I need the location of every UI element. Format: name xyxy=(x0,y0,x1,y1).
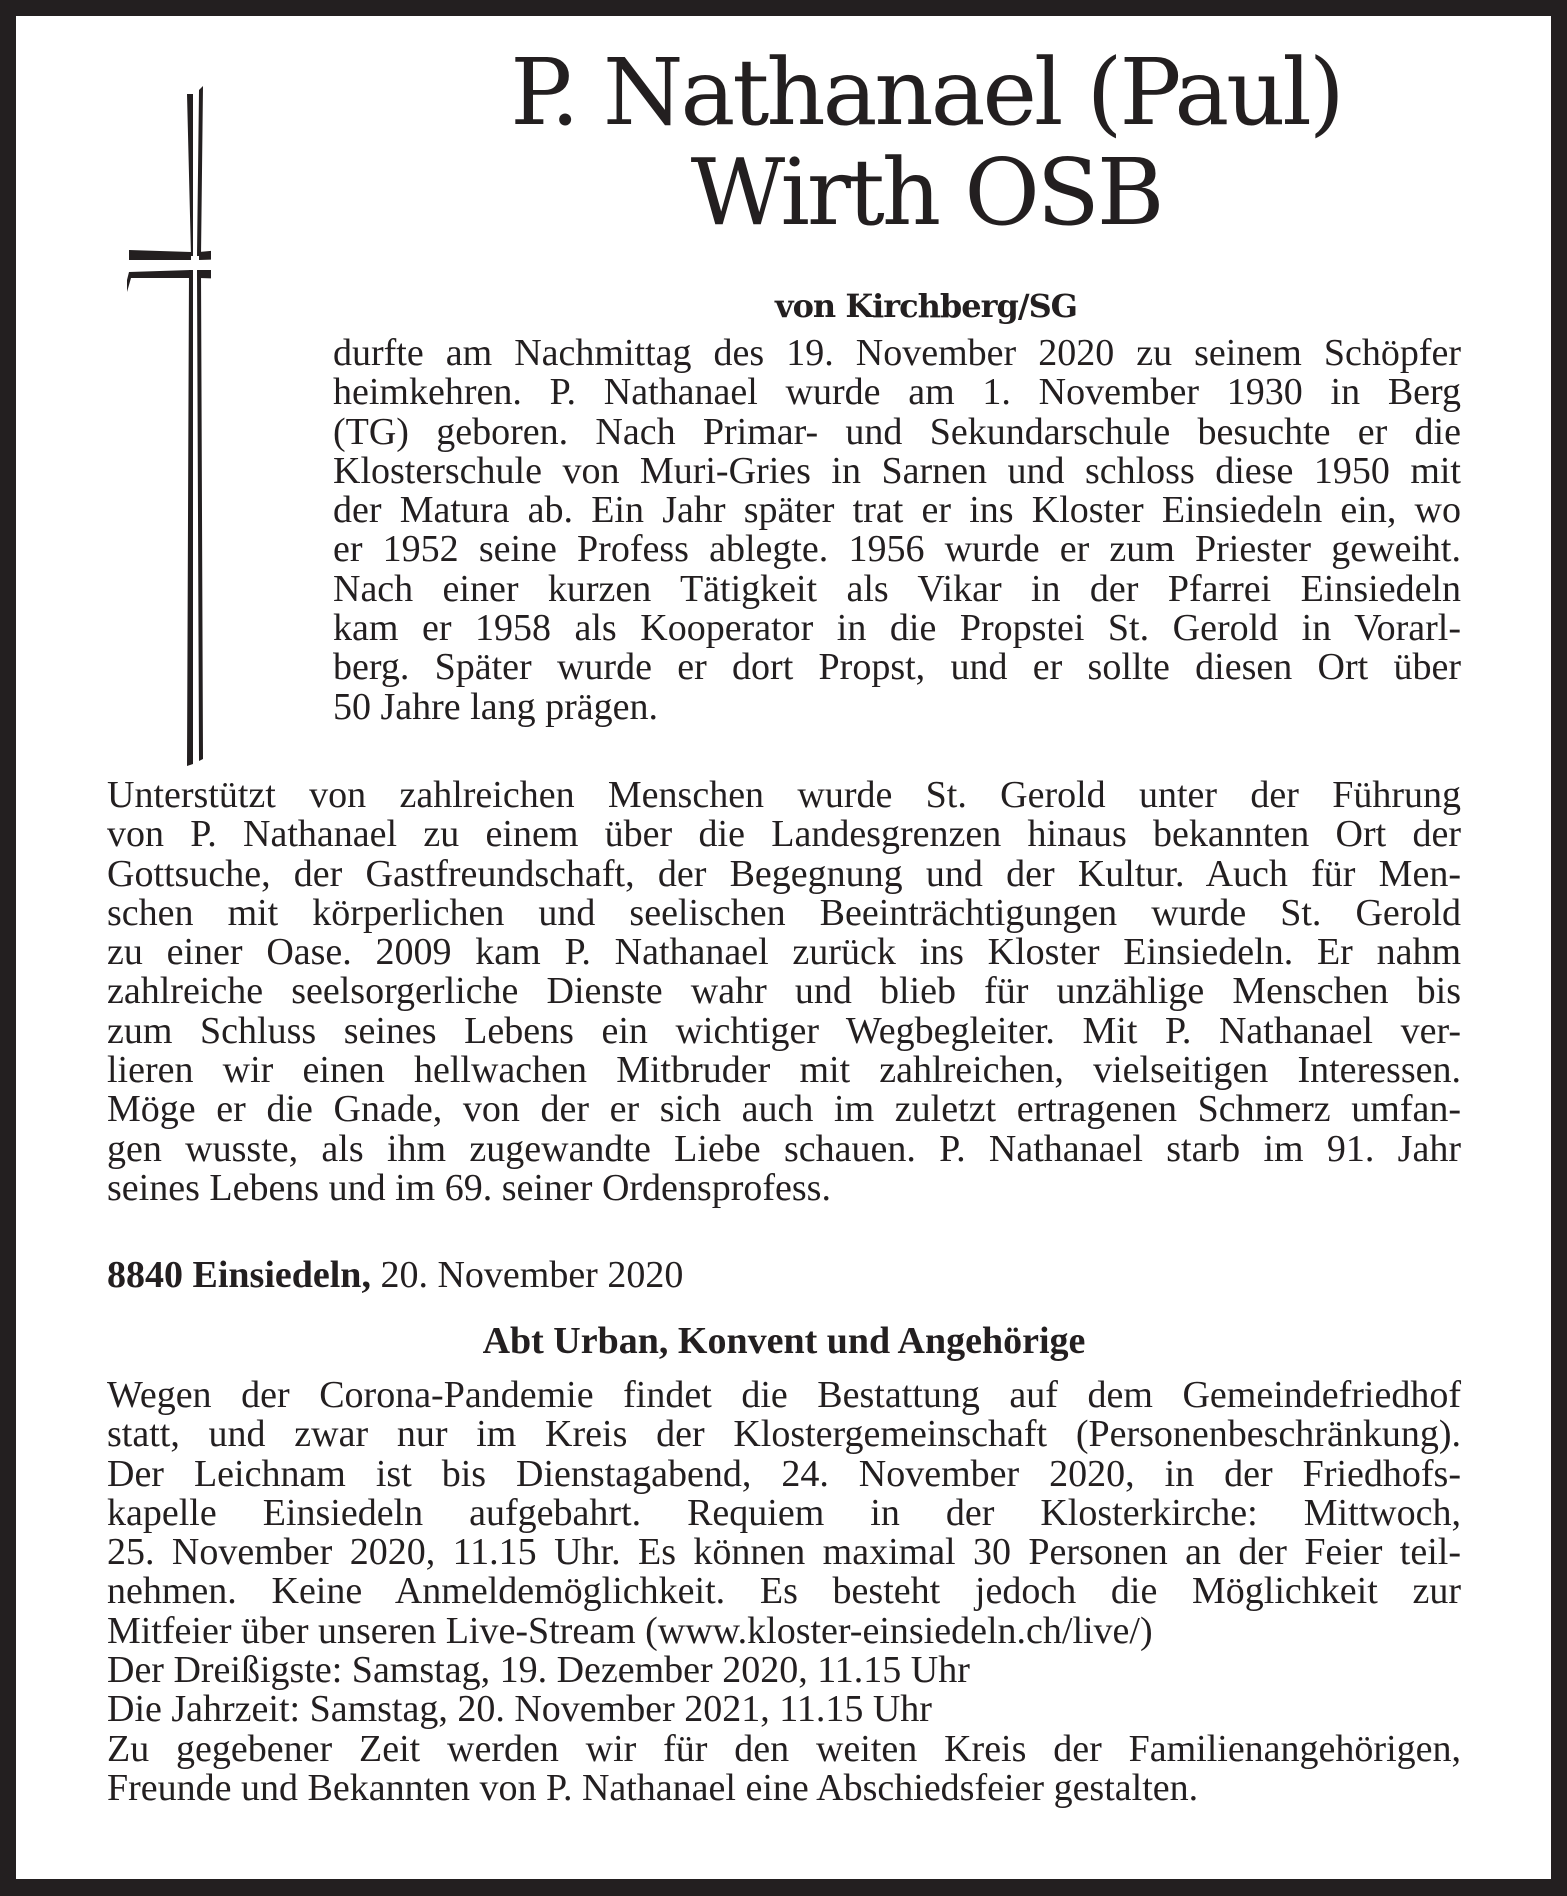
text-line: Klosterschule von Muri-Gries in Sarnen und schloss diese 1950 mit xyxy=(333,449,1461,492)
text-line: berg. Später wurde er dort Propst, und er sollte diesen Ort über xyxy=(333,646,1461,689)
deceased-name-line-1: P. Nathanael (Paul) xyxy=(510,39,1342,146)
text-line: Möge er die Gnade, von der er sich auch im zuletzt ertragenen Schmerz umfan- xyxy=(107,1088,1461,1131)
text-line: gen wusste, als ihm zugewandte Liebe schauen. P. Nathanael starb im 91. Jahr xyxy=(107,1127,1461,1170)
text-line: Nach einer kurzen Tätigkeit als Vikar in der Pfarrei Einsiedeln xyxy=(333,567,1461,610)
text-line: kapelle Einsiedeln aufgebahrt. Requiem in der Klosterkirche: Mittwoch, xyxy=(107,1491,1461,1534)
tribute-paragraph xyxy=(107,776,1461,1208)
text-line: Die Jahrzeit: Samstag, 20. November 2021, 11.15 Uhr xyxy=(107,1688,932,1731)
text-line: 25. November 2020, 11.15 Uhr. Es können maximal 30 Personen an der Feier teil- xyxy=(107,1531,1461,1574)
text-line: Freunde und Bekannten von P. Nathanael eine Abschiedsfeier gestalten. xyxy=(107,1766,1199,1809)
text-line: Mitfeier über unseren Live-Stream (www.kloster-einsiedeln.ch/live/) xyxy=(107,1609,1153,1652)
text-line: statt, und zwar nur im Kreis der Klostergemeinschaft (Personenbeschränkung). xyxy=(107,1413,1461,1456)
text-line: nehmen. Keine Anmeldemöglichkeit. Es besteht jedoch die Möglichkeit zur xyxy=(107,1570,1461,1613)
text-line: von P. Nathanael zu einem über die Landesgrenzen hinaus bekannten Ort der xyxy=(107,813,1461,856)
text-line: Wegen der Corona-Pandemie findet die Bestattung auf dem Gemeindefriedhof xyxy=(107,1374,1461,1416)
funeral-info-paragraph xyxy=(107,1376,1461,1808)
text-line: heimkehren. P. Nathanael wurde am 1. November 1930 in Berg xyxy=(333,371,1461,414)
text-line: 50 Jahre lang prägen. xyxy=(333,685,658,728)
text-line: schen mit körperlichen und seelischen Beeinträchtigungen wurde St. Gerold xyxy=(107,891,1461,934)
deceased-name-line-2: Wirth OSB xyxy=(690,139,1162,246)
date: 20. November 2020 xyxy=(370,1254,684,1296)
cross-icon xyxy=(121,84,211,774)
text-line: lieren wir einen hellwachen Mitbruder mit zahlreichen, vielseitigen Interessen. xyxy=(107,1049,1461,1092)
place-date-line xyxy=(107,1256,1461,1295)
signature: Abt Urban, Konvent und Angehörige xyxy=(482,1320,1086,1362)
text-line: Gottsuche, der Gastfreundschaft, der Begegnung und der Kultur. Auch für Men- xyxy=(107,852,1461,895)
text-line: der Matura ab. Ein Jahr später trat er ins Kloster Einsiedeln ein, wo xyxy=(333,489,1461,532)
text-line: Zu gegebener Zeit werden wir für den weiten Kreis der Familienangehörigen, xyxy=(107,1727,1461,1770)
obituary-frame xyxy=(16,16,1551,1879)
text-line: durfte am Nachmittag des 19. November 2020 zu seinem Schöpfer xyxy=(333,332,1461,374)
text-line: kam er 1958 als Kooperator in die Propstei St. Gerold in Vorarl- xyxy=(333,607,1461,650)
text-line: er 1952 seine Profess ablegte. 1956 wurde er zum Priester geweiht. xyxy=(333,528,1461,571)
text-line: Der Leichnam ist bis Dienstagabend, 24. November 2020, in der Friedhofs- xyxy=(107,1452,1461,1495)
text-line: Unterstützt von zahlreichen Menschen wurde St. Gerold unter der Führung xyxy=(107,774,1461,816)
place: 8840 Einsiedeln, xyxy=(107,1254,371,1296)
origin: von Kirchberg/SG xyxy=(774,287,1077,325)
text-line: zu einer Oase. 2009 kam P. Nathanael zurück ins Kloster Einsiedeln. Er nahm xyxy=(107,931,1461,974)
intro-paragraph xyxy=(333,334,1461,727)
text-line: (TG) geboren. Nach Primar- und Sekundarschule besuchte er die xyxy=(333,410,1461,453)
text-line: Der Dreißigste: Samstag, 19. Dezember 2020, 11.15 Uhr xyxy=(107,1649,970,1692)
cross-vertical-right xyxy=(197,86,203,761)
text-line: seines Lebens und im 69. seiner Ordensprofess. xyxy=(107,1166,831,1209)
cross-vertical-left xyxy=(187,94,193,766)
text-line: zum Schluss seines Lebens ein wichtiger Wegbegleiter. Mit P. Nathanael ver- xyxy=(107,1009,1461,1052)
text-line: zahlreiche seelsorgerliche Dienste wahr und blieb für unzählige Menschen bis xyxy=(107,970,1461,1013)
deceased-name xyxy=(326,39,1526,246)
